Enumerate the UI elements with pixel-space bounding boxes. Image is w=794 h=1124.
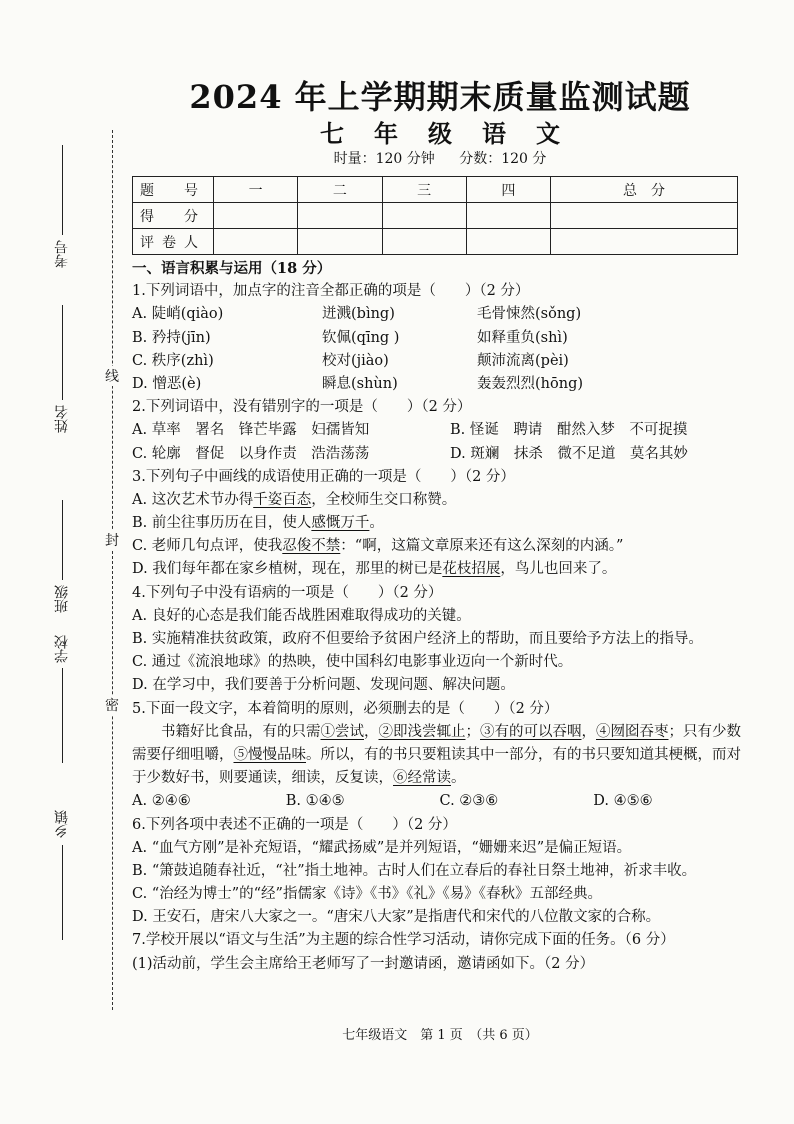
score-col-header: 二 <box>298 177 382 203</box>
field-exam-number-label: 考号 <box>54 240 70 268</box>
underlined-phrase: ③有的可以吞咽 <box>480 723 582 740</box>
q7-sub1: (1)活动前，学生会主席给王老师写了一封邀请函，邀请函如下。（2 分） <box>132 955 595 972</box>
q6-option-b[interactable]: B. “箫鼓追随春社近，“社”指土地神。古时人们在立春后的春社日祭土地神，祈求丰收。 <box>132 862 697 879</box>
score-cell[interactable] <box>551 203 738 229</box>
exam-subtitle: 七年级语文 <box>320 119 590 148</box>
score-table <box>132 176 738 255</box>
score-col-header: 四 <box>466 177 550 203</box>
q6-option-a[interactable]: A. “血气方刚”是补充短语，“耀武扬威”是并列短语，“姗姗来迟”是偏正短语。 <box>132 839 632 856</box>
q2-option-row <box>132 419 747 442</box>
q5-option-b[interactable]: B. ①④⑤ <box>285 793 345 810</box>
q3-option-b[interactable] <box>132 512 747 535</box>
section-heading: 一、语言积累与运用（18 分） <box>132 260 332 277</box>
q1-item: 瞬息(shùn) <box>322 375 398 392</box>
text: ：“啊，这篇文章原来还有这么深刻的内涵。” <box>340 538 624 555</box>
q5-passage <box>132 721 747 791</box>
q2-option-b[interactable]: B. 怪诞 聘请 酣然入梦 不可捉摸 <box>450 422 688 439</box>
q1-item: D. 憎恶(è) <box>132 375 202 392</box>
field-township-label: 乡镇 <box>54 810 70 838</box>
score-col-header: 三 <box>382 177 466 203</box>
score-row-label: 评卷人 <box>133 229 214 255</box>
score-cell[interactable] <box>551 229 738 255</box>
underlined-phrase: ④囫囵吞枣 <box>596 723 669 740</box>
q4-stem: 4.下列句子中没有语病的一项是（ ）（2 分） <box>132 584 443 601</box>
exam-time: 时量：120 分钟 <box>333 151 435 167</box>
q7-stem: 7.学校开展以“语文与生活”为主题的综合性学习活动，请你完成下面的任务。（6 分） <box>132 932 675 949</box>
q1-option-row[interactable] <box>132 373 747 396</box>
q5-option-a[interactable]: A. ②④⑥ <box>132 793 191 810</box>
score-col-header: 一 <box>214 177 298 203</box>
score-cell[interactable] <box>214 203 298 229</box>
q6-option-c[interactable]: C. “治经为博士”的“经”指儒家《诗》《书》《礼》《易》《春秋》五部经典。 <box>132 886 602 903</box>
text: A. 这次艺术节办得 <box>132 491 254 508</box>
q1-option-row[interactable] <box>132 303 747 326</box>
q2-stem: 2.下列词语中，没有错别字的一项是（ ）（2 分） <box>132 399 472 416</box>
text: ， <box>581 723 596 740</box>
underlined-idiom: 感慨万千 <box>311 515 370 532</box>
field-school-line[interactable] <box>62 668 63 763</box>
q2-option-d[interactable]: D. 斑斓 抹杀 微不足道 莫名其妙 <box>450 445 688 462</box>
page-footer: 七年级语文 第 1 页 （共 6 页） <box>342 1028 538 1043</box>
field-school-label: 学校 <box>54 635 70 663</box>
q2-option-a[interactable]: A. 草率 署名 锋芒毕露 妇孺皆知 <box>132 422 370 439</box>
field-name-label: 姓名 <box>54 405 70 433</box>
q1-option-row[interactable] <box>132 327 747 350</box>
q4-option-d[interactable]: D. 在学习中，我们要善于分析问题、发现问题、解决问题。 <box>132 677 515 694</box>
text: 。 <box>451 770 466 787</box>
q6-option-d[interactable]: D. 王安石，唐宋八大家之一。“唐宋八大家”是指唐代和宋代的八位散文家的合称。 <box>132 909 661 926</box>
text: D. 我们每年都在家乡植树，现在，那里的树已是 <box>132 561 443 578</box>
score-table-row <box>133 203 738 229</box>
score-col-header: 总 分 <box>551 177 738 203</box>
field-class-label: 班级 <box>54 585 70 613</box>
q1-item: 轰轰烈烈(hōng) <box>477 375 584 392</box>
binding-dashed-line <box>112 130 113 1010</box>
q4-option-c[interactable]: C. 通过《流浪地球》的热映，使中国科幻电影事业迈向一个新时代。 <box>132 654 573 671</box>
q1-item: 钦佩(qīng ) <box>322 329 400 346</box>
q1-stem: 1.下列词语中，加点字的注音全都正确的项是（ ）（2 分） <box>132 283 530 300</box>
q1-item: B. 矜持(jīn) <box>132 329 211 346</box>
q3-option-c[interactable] <box>132 535 747 558</box>
q1-item: 校对(jiào) <box>322 352 389 369</box>
text: ； <box>465 723 480 740</box>
text: C. 老师几句点评，使我 <box>132 538 283 555</box>
text: B. 前尘往事历历在目，使人 <box>132 515 312 532</box>
underlined-idiom: 忍俊不禁 <box>282 538 341 555</box>
q4-option-a[interactable]: A. 良好的心态是我们能否战胜困难取得成功的关键。 <box>132 607 471 624</box>
q4-option-b[interactable]: B. 实施精准扶贫政策，政府不但要给予贫困户经济上的帮助，而且要给予方法上的指导。 <box>132 631 703 647</box>
field-exam-number-line[interactable] <box>62 145 63 235</box>
underlined-phrase: ⑤慢慢品味 <box>233 746 306 763</box>
q1-item: 迸溅(bìng) <box>322 306 395 323</box>
q5-stem: 5.下面一段文字，本着简明的原则，必须删去的是（ ）（2 分） <box>132 700 559 717</box>
score-cell[interactable] <box>298 229 382 255</box>
score-cell[interactable] <box>382 229 466 255</box>
q5-option-d[interactable]: D. ④⑤⑥ <box>593 793 653 810</box>
text: 。所以，有的书只要粗读其中一部分，有的书只要知道其梗概，而对于少数好书，则要通读，细读，反复读， <box>132 746 741 787</box>
text: ，鸟儿也回来了。 <box>500 561 617 578</box>
exam-meta <box>130 148 750 168</box>
score-cell[interactable] <box>466 203 550 229</box>
q1-option-row[interactable] <box>132 350 747 373</box>
score-cell[interactable] <box>214 229 298 255</box>
field-class-line[interactable] <box>62 500 63 580</box>
q1-item: 毛骨悚然(sǒng) <box>477 306 582 323</box>
q5-options <box>132 790 747 813</box>
text: ， <box>364 723 379 740</box>
field-township-line[interactable] <box>62 845 63 940</box>
underlined-phrase: ①尝试 <box>320 723 364 740</box>
binding-mark-seal: 封 <box>96 530 128 550</box>
text: 书籍好比食品，有的只需 <box>161 723 321 740</box>
score-cell[interactable] <box>298 203 382 229</box>
text: 。 <box>369 515 384 532</box>
text: ，全校师生交口称赞。 <box>311 491 457 508</box>
score-row-label: 得 分 <box>133 203 214 229</box>
exam-score: 分数：120 分 <box>459 151 547 167</box>
q6-stem: 6.下列各项中表述不正确的一项是（ ）（2 分） <box>132 816 457 833</box>
binding-mark-line: 线 <box>96 366 128 386</box>
score-row-label: 题 号 <box>133 177 214 203</box>
score-cell[interactable] <box>466 229 550 255</box>
exam-content <box>132 257 747 976</box>
exam-title: 2024 年上学期期末质量监测试题 <box>189 78 691 116</box>
q2-option-row <box>132 443 747 466</box>
q3-option-d[interactable] <box>132 558 747 581</box>
underlined-idiom: 花枝招展 <box>442 561 501 578</box>
q3-option-a[interactable] <box>132 489 747 512</box>
score-table-row <box>133 177 738 203</box>
q1-item: A. 陡峭(qiào) <box>132 306 224 323</box>
underlined-phrase: ⑥经常读 <box>393 770 451 787</box>
q2-option-c[interactable]: C. 轮廓 督促 以身作责 浩浩荡荡 <box>132 445 370 462</box>
field-name-line[interactable] <box>62 305 63 400</box>
score-cell[interactable] <box>382 203 466 229</box>
underlined-phrase: ②即浅尝辄止 <box>378 723 466 740</box>
text: ；只有少数需要仔细咀嚼， <box>132 723 741 763</box>
score-table-row <box>133 229 738 255</box>
q5-option-c[interactable]: C. ②③⑥ <box>439 793 499 810</box>
q3-stem: 3.下列句子中画线的成语使用正确的一项是（ ）（2 分） <box>132 468 515 485</box>
underlined-idiom: 千姿百态 <box>253 491 312 508</box>
q1-item: 颠沛流离(pèi) <box>477 352 569 369</box>
binding-mark-secret: 密 <box>96 695 128 715</box>
q1-item: 如释重负(shì) <box>477 329 568 346</box>
q1-item: C. 秩序(zhì) <box>132 352 214 369</box>
